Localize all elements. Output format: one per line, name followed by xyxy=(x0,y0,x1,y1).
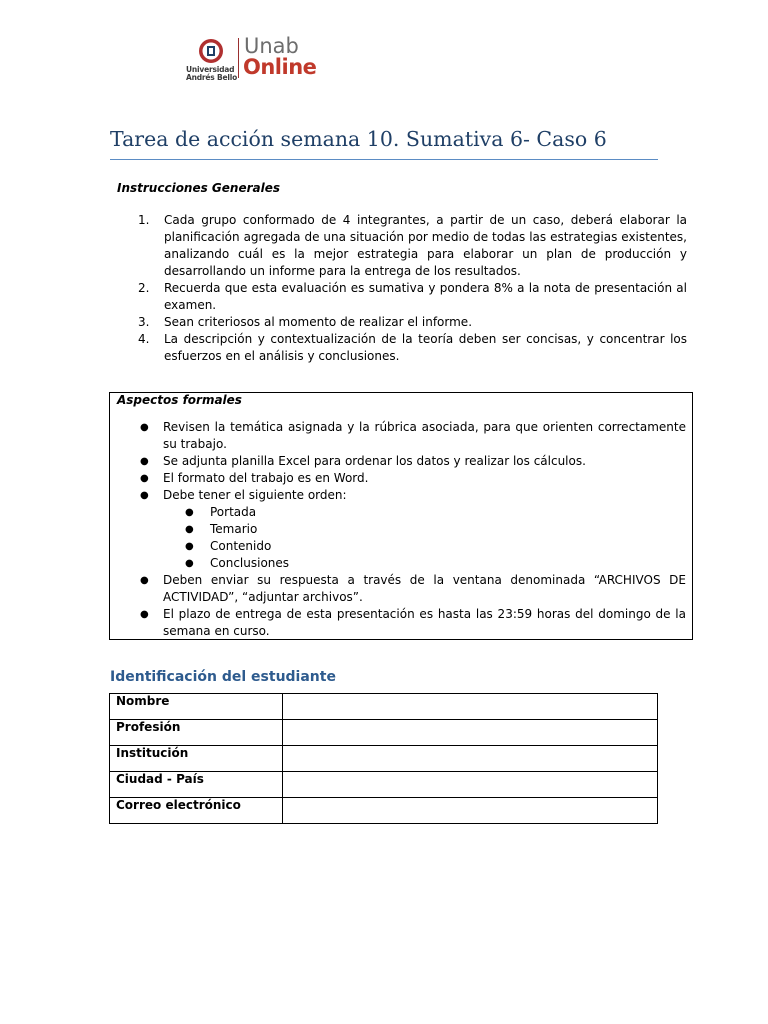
table-row xyxy=(110,772,658,798)
formal-item xyxy=(138,606,686,640)
formal-item-text: Revisen la temática asignada y la rúbrica asociada, para que orienten correctamente su trabajo. xyxy=(163,420,686,451)
university-seal-icon xyxy=(198,38,224,64)
bullet-icon: ● xyxy=(140,422,149,433)
instruction-text: Recuerda que esta evaluación es sumativa y pondera 8% a la nota de presentación al examen. xyxy=(164,281,687,312)
field-label: Ciudad - País xyxy=(110,772,283,798)
formal-item xyxy=(138,470,686,487)
formal-item-text: Contenido xyxy=(210,539,272,553)
formal-subitem xyxy=(138,555,686,572)
instruction-number: 2. xyxy=(138,281,150,295)
field-value[interactable] xyxy=(283,720,658,746)
instruction-number: 1. xyxy=(138,213,150,227)
formal-item xyxy=(138,572,686,606)
formal-item xyxy=(138,487,686,504)
bullet-icon: ● xyxy=(140,575,149,586)
formal-item-text: Se adjunta planilla Excel para ordenar los datos y realizar los cálculos. xyxy=(163,454,586,468)
formal-item-text: El plazo de entrega de esta presentación es hasta las 23:59 horas del domingo de la semana en curso. xyxy=(163,607,686,638)
instruction-number: 3. xyxy=(138,315,150,329)
instructions-list xyxy=(138,212,687,365)
formal-item-text: Temario xyxy=(210,522,258,536)
field-value[interactable] xyxy=(283,694,658,720)
formal-item-text: Conclusiones xyxy=(210,556,290,570)
bullet-icon: ● xyxy=(185,558,194,569)
formal-item-text: Debe tener el siguiente orden: xyxy=(163,488,347,502)
bullet-icon: ● xyxy=(185,507,194,518)
formal-item xyxy=(138,419,686,453)
instruction-item xyxy=(138,280,687,314)
instruction-text: Cada grupo conformado de 4 integrantes, a partir de un caso, deberá elaborar la planificación agregada de una situación por medio de todas las estrategias existentes, analizando cuál es la mejor estrategia para elaborar un plan de producción y desarrollando un informe para la entrega de los resultados. xyxy=(164,213,687,278)
bullet-icon: ● xyxy=(140,473,149,484)
field-value[interactable] xyxy=(283,746,658,772)
field-label: Profesión xyxy=(110,720,283,746)
instruction-item xyxy=(138,331,687,365)
student-id-table xyxy=(109,693,658,824)
brand-unab: Unab xyxy=(244,34,299,58)
formal-subitem xyxy=(138,538,686,555)
university-name: Universidad Andrés Bello xyxy=(186,65,238,82)
instruction-item xyxy=(138,314,687,331)
bullet-icon: ● xyxy=(140,490,149,501)
student-id-heading: Identificación del estudiante xyxy=(110,669,336,685)
page-title: Tarea de acción semana 10. Sumativa 6- Caso 6 xyxy=(110,127,658,160)
formal-item-text: Deben enviar su respuesta a través de la ventana denominada “ARCHIVOS DE ACTIVIDAD”, “adjuntar archivos”. xyxy=(163,573,686,604)
bullet-icon: ● xyxy=(140,609,149,620)
formal-subitem xyxy=(138,521,686,538)
table-row xyxy=(110,798,658,824)
formal-aspects-heading: Aspectos formales xyxy=(117,393,242,407)
formal-item-text: Portada xyxy=(210,505,257,519)
formal-aspects-list xyxy=(138,419,686,640)
field-label: Correo electrónico xyxy=(110,798,283,824)
brand-online: Online xyxy=(243,55,317,79)
formal-subitem xyxy=(138,504,686,521)
field-value[interactable] xyxy=(283,798,658,824)
field-label: Institución xyxy=(110,746,283,772)
bullet-icon: ● xyxy=(185,524,194,535)
formal-item xyxy=(138,453,686,470)
field-value[interactable] xyxy=(283,772,658,798)
formal-item-text: El formato del trabajo es en Word. xyxy=(163,471,369,485)
formal-aspects-box xyxy=(109,392,693,640)
bullet-icon: ● xyxy=(140,456,149,467)
instruction-item xyxy=(138,212,687,280)
logo-divider xyxy=(238,38,239,78)
instruction-text: Sean criteriosos al momento de realizar el informe. xyxy=(164,315,473,329)
field-label: Nombre xyxy=(110,694,283,720)
table-row xyxy=(110,746,658,772)
instruction-text: La descripción y contextualización de la teoría deben ser concisas, y concentrar los esfuerzos en el análisis y conclusiones. xyxy=(164,332,687,363)
unab-online-logo xyxy=(186,36,326,84)
table-row xyxy=(110,694,658,720)
table-row xyxy=(110,720,658,746)
instruction-number: 4. xyxy=(138,332,150,346)
bullet-icon: ● xyxy=(185,541,194,552)
instructions-heading: Instrucciones Generales xyxy=(117,181,281,195)
